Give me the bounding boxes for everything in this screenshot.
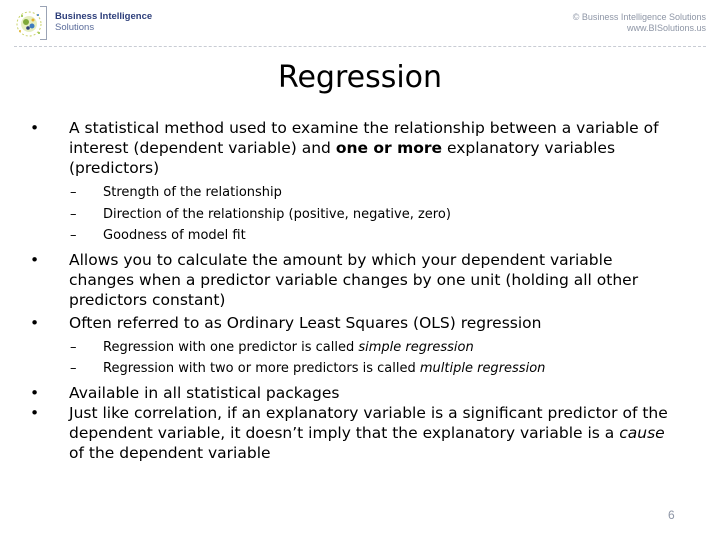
logo-subtitle: Solutions xyxy=(55,22,95,33)
bullet-icon: • xyxy=(30,119,40,137)
sub-bullet-text: Strength of the relationship xyxy=(103,185,282,200)
bullet-bold-text: one or more xyxy=(335,139,443,157)
bullet-icon: • xyxy=(30,250,40,269)
sub-bullet-text: Regression with one predictor is called xyxy=(103,339,359,355)
slide-title: Regression xyxy=(277,60,443,95)
sub-bullet-italic-text: multiple regression xyxy=(419,361,546,376)
bullet-calculate-amount xyxy=(30,250,680,310)
bullet-icon: • xyxy=(30,383,40,402)
bullet-text: A statistical method used to examine the relationship between a variable of interest (dependent variable) and xyxy=(69,119,659,157)
page-number: 6 xyxy=(668,508,675,522)
logo-bracket xyxy=(40,6,47,40)
slide-header xyxy=(0,0,720,48)
bullet-ols xyxy=(30,313,680,333)
bullet-icon: • xyxy=(30,313,40,332)
bullet-statistical-method xyxy=(30,118,680,178)
bullet-text: explanatory variables (predictors) xyxy=(69,139,616,177)
logo-title: Business Intelligence xyxy=(55,11,153,22)
bullet-text: Available in all statistical packages xyxy=(69,383,340,402)
logo-text xyxy=(55,11,152,33)
bullet-text: Allows you to calculate the amount by which your dependent variable changes when a predictor variable changes by one unit (holding all other predictors constant) xyxy=(69,250,639,309)
bullet-icon: • xyxy=(30,403,40,422)
bullet-correlation-causation xyxy=(30,403,680,463)
slide-content xyxy=(30,118,680,463)
dash-icon: – xyxy=(70,228,77,243)
sub-bullet-italic-text: simple regression xyxy=(358,339,474,355)
bullet-statistical-packages xyxy=(30,383,680,403)
sub-bullet-goodness-of-fit xyxy=(30,225,680,247)
copyright-line: © Business Intelligence Solutions xyxy=(572,12,706,22)
bullet-text: Just like correlation, if an explanatory variable is a significant predictor of the dependent variable, it doesn’t imply that the explanatory variable is a xyxy=(69,403,668,442)
bullet-text: of the dependent variable xyxy=(69,443,271,462)
sub-bullet-direction xyxy=(30,204,680,226)
dash-icon: – xyxy=(70,361,77,376)
sub-bullet-simple-regression xyxy=(30,337,680,359)
dash-icon: – xyxy=(70,206,77,222)
copyright-notice xyxy=(573,12,706,34)
bullet-italic-text: cause xyxy=(619,423,665,442)
bullet-text: Often referred to as Ordinary Least Squares (OLS) regression xyxy=(69,313,542,332)
sub-bullet-text: Direction of the relationship (positive, negative, zero) xyxy=(103,206,451,222)
sub-bullet-text: Regression with two or more predictors is called xyxy=(103,361,420,376)
dash-icon: – xyxy=(70,185,77,200)
website-url: www.BISolutions.us xyxy=(626,23,706,33)
header-divider xyxy=(14,46,706,47)
sub-bullet-text: Goodness of model fit xyxy=(103,228,246,243)
sub-bullet-multiple-regression xyxy=(30,358,680,380)
dash-icon: – xyxy=(70,339,77,355)
sub-bullet-strength xyxy=(30,182,680,204)
